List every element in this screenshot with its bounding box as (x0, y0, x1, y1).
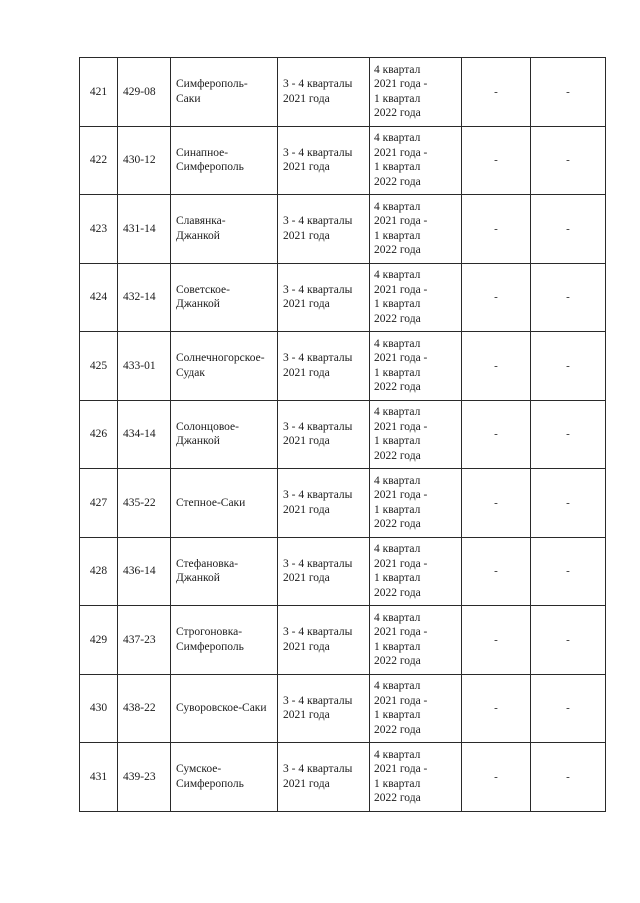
column-6-value: - (494, 428, 498, 440)
route-name: Солнечногорское- Судак (176, 352, 265, 379)
start-period: 4 квартал 2021 года - 1 квартал 2022 года (374, 748, 428, 805)
route-name: Степное-Саки (176, 496, 246, 509)
start-period: 4 квартал 2021 года - 1 квартал 2022 года (374, 269, 428, 325)
route-name-cell (170, 743, 277, 811)
table-row (79, 58, 606, 127)
route-code: 432-14 (123, 291, 156, 303)
column-6-value-cell (461, 675, 530, 743)
table-row (79, 401, 606, 470)
column-6-value-cell (461, 264, 530, 332)
start-period-cell (369, 264, 461, 332)
route-name-cell (170, 401, 277, 469)
route-name: Славянка- Джанкой (176, 215, 226, 242)
start-period: 4 квартал 2021 года - 1 квартал 2022 года (374, 611, 428, 668)
column-6-value: - (494, 154, 498, 166)
row-number: 426 (89, 428, 108, 440)
column-7-value-cell (530, 606, 606, 674)
column-7-value-cell (530, 675, 606, 743)
start-period-cell (369, 675, 461, 743)
row-number-cell (79, 58, 117, 126)
row-number-cell (79, 469, 117, 537)
column-7-value-cell (530, 401, 606, 469)
start-period: 4 квартал 2021 года - 1 квартал 2022 года (374, 474, 428, 531)
route-code: 437-23 (123, 633, 156, 646)
start-period-cell (369, 58, 461, 126)
route-code-cell (117, 675, 170, 743)
column-6-value: - (494, 770, 498, 783)
start-period: 4 квартал 2021 года - 1 квартал 2022 года (374, 63, 428, 120)
row-number: 424 (89, 291, 108, 303)
route-name: Симферополь- Саки (176, 78, 248, 105)
column-7-value-cell (530, 195, 606, 263)
start-period-cell (369, 127, 461, 195)
column-6-value: - (494, 222, 498, 235)
table-row (79, 675, 606, 744)
route-code-cell (117, 469, 170, 537)
route-code: 431-14 (123, 222, 156, 235)
table-row (79, 195, 606, 264)
planned-period-cell (277, 58, 369, 126)
table-row (79, 264, 606, 333)
start-period: 4 квартал 2021 года - 1 квартал 2022 года (374, 337, 428, 394)
row-number-cell (79, 675, 117, 743)
row-number: 421 (89, 85, 108, 98)
row-number: 427 (89, 496, 108, 509)
start-period-cell (369, 469, 461, 537)
route-code: 434-14 (123, 428, 156, 440)
row-number: 423 (89, 222, 108, 235)
start-period-cell (369, 538, 461, 606)
planned-period: 3 - 4 кварталы 2021 года (283, 146, 353, 174)
table-row (79, 743, 606, 812)
column-7-value: - (566, 770, 570, 783)
row-number: 431 (89, 770, 108, 783)
route-name: Синапное- Симферополь (176, 146, 244, 174)
table-row (79, 332, 606, 401)
route-code-cell (117, 127, 170, 195)
route-name-cell (170, 538, 277, 606)
planned-period-cell (277, 743, 369, 811)
start-period: 4 квартал 2021 года - 1 квартал 2022 года (374, 132, 428, 188)
column-6-value-cell (461, 195, 530, 263)
route-code-cell (117, 58, 170, 126)
route-name-cell (170, 675, 277, 743)
route-code: 429-08 (123, 85, 156, 98)
column-6-value: - (494, 496, 498, 509)
column-7-value-cell (530, 743, 606, 811)
start-period-cell (369, 195, 461, 263)
route-name-cell (170, 332, 277, 400)
column-7-value: - (566, 154, 570, 166)
column-6-value-cell (461, 332, 530, 400)
route-code-cell (117, 332, 170, 400)
column-7-value: - (566, 291, 570, 303)
route-code-cell (117, 264, 170, 332)
row-number-cell (79, 332, 117, 400)
route-code-cell (117, 743, 170, 811)
column-6-value: - (494, 291, 498, 303)
column-7-value: - (566, 85, 570, 98)
column-6-value-cell (461, 469, 530, 537)
column-6-value-cell (461, 743, 530, 811)
route-code-cell (117, 538, 170, 606)
column-6-value: - (494, 565, 498, 577)
planned-period: 3 - 4 кварталы 2021 года (283, 557, 353, 585)
planned-period: 3 - 4 кварталы 2021 года (283, 215, 353, 242)
column-7-value: - (566, 428, 570, 440)
row-number: 428 (89, 565, 108, 577)
planned-period: 3 - 4 кварталы 2021 года (283, 283, 353, 311)
column-7-value-cell (530, 264, 606, 332)
column-7-value-cell (530, 127, 606, 195)
planned-period: 3 - 4 кварталы 2021 года (283, 694, 353, 722)
route-name: Суворовское-Саки (176, 702, 267, 714)
planned-period-cell (277, 538, 369, 606)
column-7-value-cell (530, 538, 606, 606)
start-period-cell (369, 743, 461, 811)
route-code: 436-14 (123, 565, 156, 577)
route-name-cell (170, 606, 277, 674)
route-name-cell (170, 58, 277, 126)
route-name: Строгоновка- Симферополь (176, 626, 244, 653)
column-7-value-cell (530, 469, 606, 537)
column-6-value: - (494, 702, 498, 714)
planned-period: 3 - 4 кварталы 2021 года (283, 78, 353, 105)
route-code-cell (117, 195, 170, 263)
route-name: Солонцовое- Джанкой (176, 420, 239, 448)
start-period: 4 квартал 2021 года - 1 квартал 2022 года (374, 200, 428, 257)
route-code: 433-01 (123, 359, 156, 372)
column-6-value: - (494, 633, 498, 646)
start-period: 4 квартал 2021 года - 1 квартал 2022 года (374, 680, 428, 736)
column-7-value: - (566, 496, 570, 509)
column-6-value: - (494, 359, 498, 372)
route-name: Советское- Джанкой (176, 283, 230, 311)
route-name: Сумское- Симферополь (176, 763, 244, 790)
planned-period: 3 - 4 кварталы 2021 года (283, 626, 353, 653)
start-period-cell (369, 332, 461, 400)
column-7-value: - (566, 565, 570, 577)
row-number-cell (79, 264, 117, 332)
column-6-value-cell (461, 127, 530, 195)
column-6-value-cell (461, 58, 530, 126)
row-number: 422 (89, 154, 108, 166)
planned-period-cell (277, 401, 369, 469)
column-7-value: - (566, 359, 570, 372)
planned-period-cell (277, 606, 369, 674)
routes-table (79, 57, 606, 812)
route-name-cell (170, 127, 277, 195)
route-name: Стефановка- Джанкой (176, 557, 239, 585)
planned-period-cell (277, 264, 369, 332)
row-number-cell (79, 195, 117, 263)
table-row (79, 469, 606, 538)
route-name-cell (170, 469, 277, 537)
start-period-cell (369, 606, 461, 674)
column-7-value: - (566, 702, 570, 714)
column-6-value: - (494, 85, 498, 98)
planned-period: 3 - 4 кварталы 2021 года (283, 352, 353, 379)
planned-period: 3 - 4 кварталы 2021 года (283, 489, 353, 516)
table-row (79, 127, 606, 196)
row-number-cell (79, 401, 117, 469)
planned-period-cell (277, 675, 369, 743)
planned-period-cell (277, 195, 369, 263)
planned-period: 3 - 4 кварталы 2021 года (283, 763, 353, 790)
start-period-cell (369, 401, 461, 469)
column-6-value-cell (461, 538, 530, 606)
column-7-value: - (566, 633, 570, 646)
route-code: 430-12 (123, 154, 156, 166)
row-number-cell (79, 606, 117, 674)
route-code: 435-22 (123, 496, 156, 509)
row-number: 425 (89, 359, 108, 372)
row-number: 430 (89, 702, 108, 714)
table-row (79, 538, 606, 607)
row-number-cell (79, 743, 117, 811)
column-6-value-cell (461, 401, 530, 469)
route-code: 438-22 (123, 702, 156, 714)
row-number-cell (79, 127, 117, 195)
column-7-value-cell (530, 332, 606, 400)
column-6-value-cell (461, 606, 530, 674)
route-code: 439-23 (123, 770, 156, 783)
planned-period-cell (277, 332, 369, 400)
route-name-cell (170, 195, 277, 263)
start-period: 4 квартал 2021 года - 1 квартал 2022 года (374, 406, 428, 462)
route-name-cell (170, 264, 277, 332)
start-period: 4 квартал 2021 года - 1 квартал 2022 года (374, 543, 428, 599)
route-code-cell (117, 606, 170, 674)
column-7-value-cell (530, 58, 606, 126)
column-7-value: - (566, 222, 570, 235)
planned-period: 3 - 4 кварталы 2021 года (283, 420, 353, 448)
route-code-cell (117, 401, 170, 469)
table-row (79, 606, 606, 675)
row-number: 429 (89, 633, 108, 646)
planned-period-cell (277, 469, 369, 537)
row-number-cell (79, 538, 117, 606)
planned-period-cell (277, 127, 369, 195)
